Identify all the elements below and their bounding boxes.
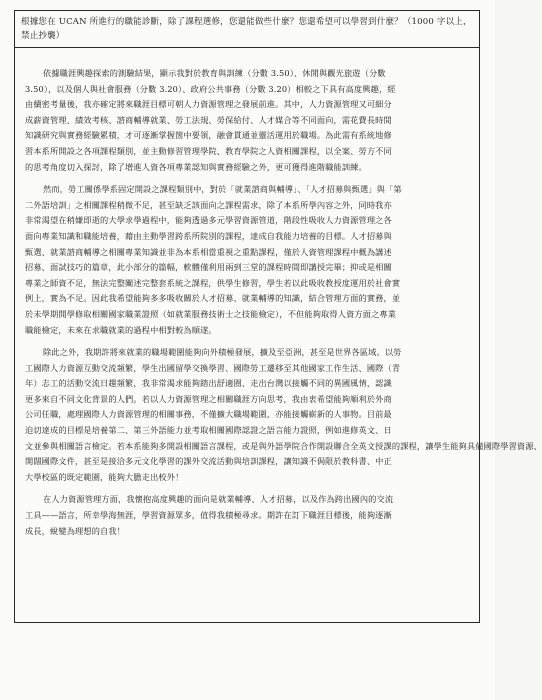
essay-line: 開闊國際文件，甚至是接洽多元文化學習的課外交流活動與培訓課程，讓知識不侷限於教科書、中正 [25,456,392,467]
essay-line: 然而，勞工關係學系固定開設之課程類別中，對於「就業諮商與輔導」、「人才招募與甄選」與「第 [43,184,402,195]
essay-line: 迫切達成的目標是培養第二、第三外語能力並考取相關國際認證之語言能力證照，例如進修英文、日 [25,425,392,436]
essay-line: 招募、面試技巧的篇章，此小部分的篇幅，軟體僅利用兩到三堂的課程時間即講授完畢；抑或是相關 [25,262,392,273]
essay-line: 年）志工的活動交流日趨頻繁，我非常渴求能夠踏出舒適圈、走出台灣以接觸不同的異國風情，認識 [25,378,392,389]
prompt-line-2: 禁止抄襲） [21,31,65,41]
essay-line: 面向專業知識和職能培養，藉由主動學習跨系所院別的課程，達成自我能力培養的目標。人才招募與 [25,230,392,241]
essay-line: 知識研究與實務經驗累積，才可逐漸掌握箇中要領，融會貫通並靈活運用於職場。為此需有系統地修 [25,130,392,141]
essay-prompt-box [14,10,480,48]
essay-paragraph-4 [25,492,469,539]
essay-paragraph-2 [25,182,469,338]
essay-line: 由續密考量後，我亦確定將來職涯目標可朝人力資源管理之發展前進。其中，人力資源管理又可細分 [25,99,392,110]
essay-paragraph-1 [25,66,469,175]
essay-line: 非常渴望在稍嫌即逝的大學求學過程中，能夠透過多元學習資源管道，階段性吸收人力資源管理之各 [25,215,392,226]
essay-paragraph-3 [25,345,542,485]
essay-line: 文並參與相關語言檢定。若本系能夠多開設相關語言課程，或是與外語學院合作開設聯合全英文授課的課程，讓學生能夠具備國際學習資源、 [25,440,542,451]
essay-body-box [14,48,542,623]
essay-line: 習本系所開設之各項課程類別，並主動修習管理學院、教育學院之人資相關課程，以全案、勞方不同 [25,145,392,156]
essay-line: 工具——語言，所幸學海無涯，學習資源眾多，值得我積極尋求。期許在訂下職涯目標後，能夠逐漸 [25,510,392,521]
essay-line: 3.50），以及個人與社會服務（分數 3.20）、政府公共事務（分數 3.20）相較之下具有高度興趣，經 [25,83,396,94]
essay-line: 二外語培訓」之相關課程稍微不足，甚至缺乏該面向之課程需求，除了本系所學內容之外，同時我亦 [25,199,392,210]
essay-line: 在人力資源管理方面，我懷抱高度興趣的面向是就業輔導、人才招募，以及作為跨出國內的交流 [43,494,394,505]
essay-line: 的思考角度切入探討，除了增進人資各項專業認知與實務經驗之外，更可獲得進階職能訓練。 [25,161,367,172]
essay-line: 成長，蛻變為理想的自我！ [25,525,126,536]
essay-line: 工國際人力資源互動交流頻繁，學生出國留學交換學習、國際勞工遷移至其他國家工作生活、國際（青 [25,362,401,373]
essay-line: 大學校區的既定範圍，能夠大膽走出校外！ [25,471,184,482]
prompt-line-1: 根據您在 UCAN 所進行的職能診斷，除了課程選修，您還能做些什麼？您還希望可以學習到什麼？（1000 字以上， [21,17,472,27]
essay-line: 於未學期開學修取相關國家職業證照（如就業服務技術士之技能檢定），不但能夠取得人資方面之專業 [25,308,397,319]
essay-line: 例上，實為不足。因此我希望能夠多多吸收關於人才招募、就業輔導的知識，結合管理方面的實務，並 [25,293,401,304]
essay-line: 甄選、就業諮商輔導之相關專業知識並非為本系相當重視之重點課程，僅於人資管理課程中概為講述 [25,246,392,257]
essay-line: 更多來自不同文化背景的人們。若以人力資源管理之相關職涯方向思考，我由衷希望能夠順利於外商 [25,393,392,404]
essay-line: 專業之師資不足，無法完整闡述完整套系統之課程，供學生修習，學生若以此吸收教授度運用於社會實 [25,277,401,288]
essay-line: 公司任職，處理國際人力資源管理的相關事務，不僅擴大職場範圍，亦能接觸嶄新的人事物。目前最 [25,409,392,420]
essay-line: 職能檢定，未來在求職就業的過程中相對較為順遂。 [25,324,217,335]
essay-line: 成薪資管理、績效考核、諮商輔導就業、勞工法規、勞保給付、人才媒合等不同面向，需花費長時間 [25,114,392,125]
essay-line: 依據職涯興趣探索的測驗結果，顯示我對於教育與訓練（分數 3.50）、休閒與觀光旅遊（分數 [43,68,386,78]
essay-line: 除此之外，我期許將來就業的職場範圍能夠向外積極發展，擴及至亞洲，甚至是世界各區域。以勞 [43,347,402,358]
